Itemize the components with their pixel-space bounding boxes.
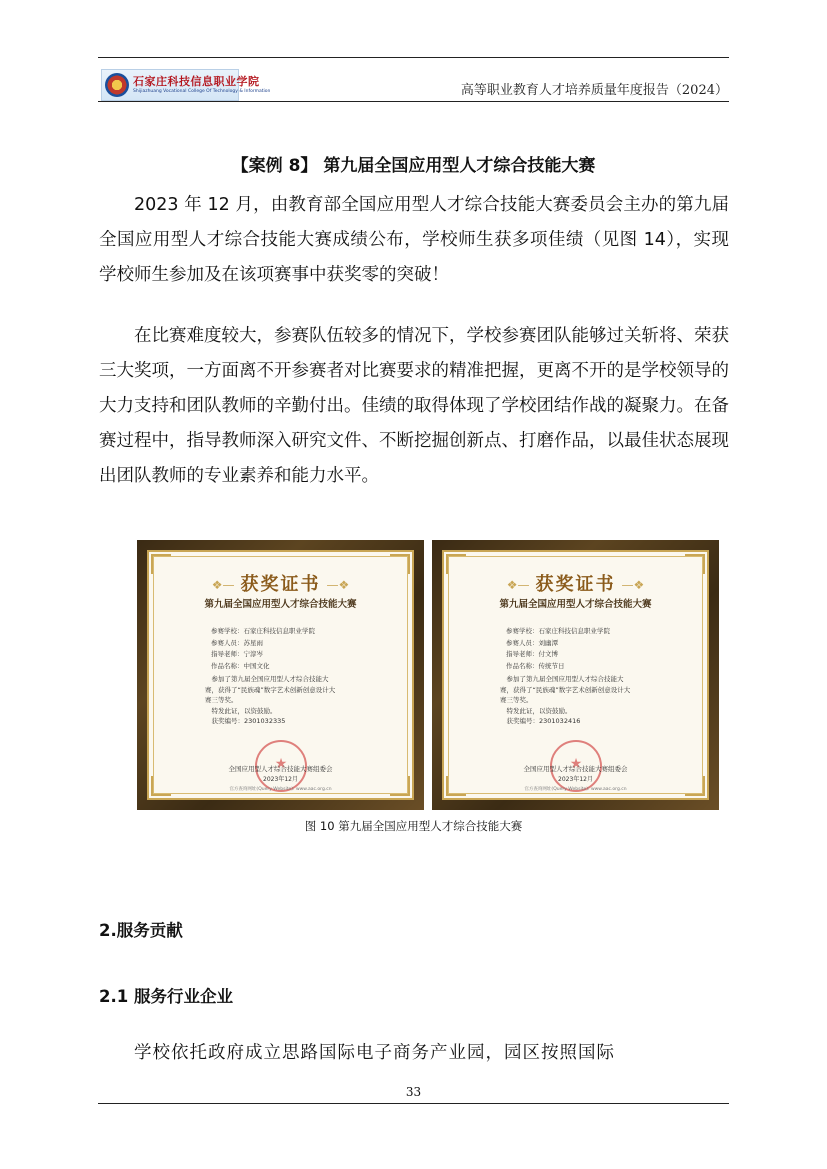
certificate-subtitle: 第九届全国应用型人才综合技能大赛: [499, 599, 652, 610]
section-2-1-paragraph: 学校依托政府成立思路国际电子商务产业园，园区按照国际: [134, 1043, 615, 1063]
certificate-image-2: [432, 540, 719, 810]
certificate-date: 2023年12月: [263, 776, 298, 783]
certificate-footer: 官方查询网址(Query Website): www.aac.org.cn: [524, 787, 627, 792]
certificate-issuer: 全国应用型人才综合技能大赛组委会: [523, 765, 628, 773]
certificate-body: 参加了第九届全国应用型人才综合技能大 赛，获得了“民族魂”数字艺术创新创意设计大 赛三等奖。 特发此证，以资鼓励。 获奖编号：2301032335: [205, 675, 336, 725]
figure-caption: 图 10 第九届全国应用型人才综合技能大赛: [304, 819, 523, 833]
header-top-rule: [98, 57, 729, 58]
footer-rule: [98, 1103, 729, 1104]
header-bottom-rule: [98, 101, 729, 102]
certificate-image-1: [137, 540, 424, 810]
logo-english-name: Shijiazhuang Vocational College Of Technology & Information: [133, 88, 271, 94]
certificate-subtitle: 第九届全国应用型人才综合技能大赛: [204, 599, 357, 610]
certificate-issuer: 全国应用型人才综合技能大赛组委会: [228, 765, 333, 773]
certificate-fields: 参赛学校：石家庄科技信息职业学院 参赛人员：刘幽潭 指导老师：付文博 作品名称：传统节日: [506, 627, 610, 670]
case-title: 【案例 8】 第九届全国应用型人才综合技能大赛: [231, 156, 596, 176]
college-emblem-icon: [105, 73, 129, 97]
certificate-date: 2023年12月: [558, 776, 593, 783]
certificate-heading: ❖— 获奖证书 —❖: [211, 574, 350, 595]
college-logo: [101, 69, 271, 101]
case-paragraph-1: 2023 年 12 月，由教育部全国应用型人才综合技能大赛委员会主办的第九届全国应用型人才综合技能大赛成绩公布，学校师生获多项佳绩（见图 14），实现学校师生参加及在该项赛事中获奖零的突破！: [99, 195, 729, 285]
logo-chinese-name: 石家庄科技信息职业学院: [133, 74, 260, 88]
section-heading-2: 2.服务贡献: [99, 921, 183, 940]
certificate-body: 参加了第九届全国应用型人才综合技能大 赛，获得了“民族魂”数字艺术创新创意设计大 赛三等奖。 特发此证，以资鼓励。 获奖编号：2301032416: [500, 675, 631, 725]
report-title: 高等职业教育人才培养质量年度报告（2024）: [460, 83, 728, 98]
section-heading-2-1: 2.1 服务行业企业: [99, 987, 233, 1006]
certificate-fields: 参赛学校：石家庄科技信息职业学院 参赛人员：苏星雨 指导老师：宁淳岑 作品名称：中国文化: [211, 627, 315, 670]
certificate-footer: 官方查询网址(Query Website): www.aac.org.cn: [229, 787, 332, 792]
case-paragraph-2: 在比赛难度较大，参赛队伍较多的情况下，学校参赛团队能够过关斩将、荣获三大奖项，一方面离不开参赛者对比赛要求的精准把握，更离不开的是学校领导的大力支持和团队教师的辛勤付出。佳绩的取得体现了学校团结作战的凝聚力。在备赛过程中，指导教师深入研究文件、不断挖掘创新点、打磨作品，以最佳状态展现出团队教师的专业素养和能力水平。: [99, 326, 729, 486]
certificate-heading: ❖— 获奖证书 —❖: [506, 574, 645, 595]
page-number: 33: [405, 1085, 422, 1099]
